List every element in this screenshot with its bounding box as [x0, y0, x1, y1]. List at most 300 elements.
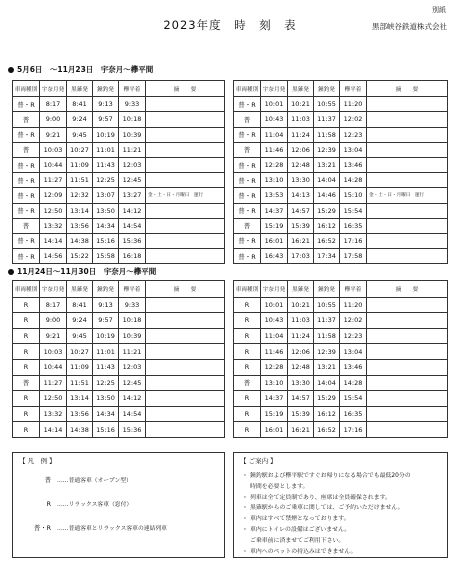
time-cell: 11:43 — [93, 157, 119, 172]
time-cell: 15:16 — [93, 422, 119, 438]
column-header: 摘 要 — [146, 281, 225, 298]
column-header: 車両種別 — [234, 81, 261, 97]
table-row — [234, 97, 448, 112]
table-row — [234, 203, 448, 218]
time-cell: 14:12 — [119, 203, 146, 218]
car-type-cell: R — [234, 344, 261, 360]
remarks-cell — [146, 218, 225, 233]
remarks-cell — [367, 422, 448, 438]
remarks-cell — [146, 112, 225, 127]
table-row — [13, 218, 225, 233]
time-cell: 8:17 — [40, 97, 67, 112]
remarks-cell — [367, 97, 448, 112]
remarks-cell — [367, 249, 448, 264]
time-cell: 10:03 — [40, 142, 67, 157]
remarks-cell — [367, 359, 448, 375]
table-row — [234, 173, 448, 188]
time-cell: 10:39 — [119, 127, 146, 142]
remarks-cell — [146, 157, 225, 172]
car-type-cell: 普・R — [234, 188, 261, 203]
time-cell: 11:04 — [261, 127, 288, 142]
remarks-cell — [367, 233, 448, 248]
time-cell: 8:17 — [40, 297, 67, 313]
legend-item — [15, 523, 167, 532]
table-row — [13, 188, 225, 203]
time-cell: 15:29 — [314, 391, 340, 407]
guide-bullet: ・ — [242, 527, 248, 533]
time-cell: 9:00 — [40, 112, 67, 127]
car-type-cell: R — [234, 313, 261, 329]
car-type-cell: 普・R — [234, 249, 261, 264]
car-type-cell: R — [234, 422, 261, 438]
section2-title — [8, 266, 156, 277]
column-header: 宇奈月発 — [261, 281, 288, 298]
guide-bullet: ・ — [242, 548, 248, 555]
table-row — [234, 391, 448, 407]
table-row — [234, 218, 448, 233]
car-type-cell: R — [234, 359, 261, 375]
time-cell: 15:19 — [261, 406, 288, 422]
car-type-cell: R — [13, 422, 40, 438]
car-type-cell: 普 — [13, 142, 40, 157]
time-cell: 15:36 — [119, 233, 146, 248]
column-header: 宇奈月発 — [40, 281, 67, 298]
time-cell: 13:07 — [93, 188, 119, 203]
remarks-cell — [146, 142, 225, 157]
legend-description: ……普通客車（オープン型） — [57, 478, 132, 484]
time-cell: 14:14 — [40, 233, 67, 248]
column-header: 黒薙発 — [67, 281, 93, 298]
guide-text: 鐘釣駅および欅平駅ですぐお帰りになる場合でも最低20分の — [250, 473, 411, 479]
time-cell: 11:37 — [314, 313, 340, 329]
time-cell: 13:30 — [288, 173, 314, 188]
car-type-cell: R — [13, 328, 40, 344]
guide-bullet: ・ — [242, 473, 248, 479]
car-type-cell: 普・R — [13, 188, 40, 203]
time-cell: 13:32 — [40, 406, 67, 422]
page-title: 2023年度 時 刻 表 — [163, 18, 297, 32]
legend-item — [15, 499, 132, 508]
time-cell: 13:14 — [67, 391, 93, 407]
time-cell: 12:03 — [119, 359, 146, 375]
remarks-cell — [367, 203, 448, 218]
time-cell: 13:30 — [288, 375, 314, 391]
time-cell: 10:18 — [119, 313, 146, 329]
time-cell: 14:28 — [340, 173, 367, 188]
time-cell: 11:20 — [340, 297, 367, 313]
time-cell: 12:28 — [261, 359, 288, 375]
car-type-cell: R — [13, 344, 40, 360]
column-header: 欅平着 — [340, 281, 367, 298]
time-cell: 13:50 — [93, 391, 119, 407]
time-cell: 10:27 — [67, 142, 93, 157]
time-cell: 11:27 — [40, 173, 67, 188]
table-row — [13, 157, 225, 172]
remarks-cell — [146, 297, 225, 313]
time-cell: 16:01 — [261, 422, 288, 438]
column-header: 摘 要 — [367, 281, 448, 298]
time-cell: 14:14 — [40, 422, 67, 438]
table-row — [234, 127, 448, 142]
legend-code: 普 — [44, 477, 51, 484]
remarks-cell — [367, 406, 448, 422]
time-cell: 12:28 — [261, 157, 288, 172]
table-row — [234, 157, 448, 172]
remarks-cell — [146, 375, 225, 391]
time-cell: 10:19 — [93, 127, 119, 142]
time-cell: 8:41 — [67, 97, 93, 112]
time-cell: 16:35 — [340, 218, 367, 233]
table-row — [13, 328, 225, 344]
column-header: 車両種別 — [13, 281, 40, 298]
car-type-cell: 普・R — [13, 249, 40, 264]
time-cell: 13:21 — [314, 157, 340, 172]
table-row — [234, 313, 448, 329]
time-cell: 11:37 — [314, 112, 340, 127]
time-cell: 11:58 — [314, 328, 340, 344]
time-cell: 14:28 — [340, 375, 367, 391]
remarks-cell — [146, 313, 225, 329]
time-cell: 15:58 — [93, 249, 119, 264]
time-cell: 9:00 — [40, 313, 67, 329]
time-cell: 9:24 — [67, 313, 93, 329]
table-row — [13, 375, 225, 391]
time-cell: 13:14 — [67, 203, 93, 218]
guide-item — [242, 481, 308, 490]
remarks-cell — [367, 157, 448, 172]
time-cell: 9:13 — [93, 297, 119, 313]
table-header-row — [13, 81, 225, 97]
time-cell: 12:50 — [40, 203, 67, 218]
timetable-section2-left — [12, 280, 225, 438]
time-cell: 16:35 — [340, 406, 367, 422]
time-cell: 15:10 — [340, 188, 367, 203]
car-type-cell: 普 — [13, 218, 40, 233]
table-row — [234, 328, 448, 344]
guide-text: ご乗車前に済ませてご利用下さい。 — [250, 537, 345, 544]
remarks-cell — [367, 142, 448, 157]
car-type-cell: 普・R — [234, 127, 261, 142]
section2-title-text: 11月24日～11月30日 宇奈月～欅平間 — [17, 267, 157, 276]
legend-title: 【 凡 例 】 — [19, 457, 56, 465]
guide-box — [233, 452, 448, 558]
time-cell: 11:09 — [67, 157, 93, 172]
time-cell: 11:24 — [288, 127, 314, 142]
time-cell: 10:21 — [288, 97, 314, 112]
remarks-cell — [146, 422, 225, 438]
time-cell: 14:54 — [119, 406, 146, 422]
time-cell: 10:21 — [288, 297, 314, 313]
table-row — [13, 203, 225, 218]
column-header: 欅平着 — [119, 281, 146, 298]
car-type-cell: 普・R — [13, 233, 40, 248]
car-type-cell: R — [234, 391, 261, 407]
time-cell: 14:38 — [67, 422, 93, 438]
column-header: 黒薙発 — [67, 81, 93, 97]
remarks-cell — [146, 233, 225, 248]
guide-text: 黒薙駅からのご乗車に関しては、ご予約いただけません。 — [250, 505, 404, 512]
legend-description: ……普通客車とリラックス客車の連結列車 — [57, 526, 167, 532]
time-cell: 14:37 — [261, 203, 288, 218]
time-cell: 11:21 — [119, 142, 146, 157]
time-cell: 12:06 — [288, 142, 314, 157]
table-row — [234, 375, 448, 391]
time-cell: 9:57 — [93, 313, 119, 329]
time-cell: 11:09 — [67, 359, 93, 375]
time-cell: 11:04 — [261, 328, 288, 344]
table-row — [234, 142, 448, 157]
remarks-cell — [146, 359, 225, 375]
car-type-cell: 普 — [234, 142, 261, 157]
table-row — [13, 142, 225, 157]
time-cell: 13:04 — [340, 142, 367, 157]
time-cell: 9:33 — [119, 97, 146, 112]
time-cell: 8:41 — [67, 297, 93, 313]
time-cell: 11:20 — [340, 97, 367, 112]
time-cell: 12:25 — [93, 375, 119, 391]
time-cell: 11:46 — [261, 142, 288, 157]
time-cell: 12:45 — [119, 173, 146, 188]
timetable-section1-right — [233, 80, 448, 264]
remarks-cell — [146, 97, 225, 112]
time-cell: 10:43 — [261, 313, 288, 329]
time-cell: 11:03 — [288, 112, 314, 127]
guide-item — [242, 513, 350, 522]
table-row — [13, 359, 225, 375]
table-row — [13, 313, 225, 329]
time-cell: 9:21 — [40, 127, 67, 142]
time-cell: 15:22 — [67, 249, 93, 264]
guide-text: 車内へのペットの持込みはできません。 — [250, 548, 357, 555]
car-type-cell: R — [13, 313, 40, 329]
time-cell: 11:24 — [288, 328, 314, 344]
time-cell: 16:12 — [314, 218, 340, 233]
remarks-cell — [367, 313, 448, 329]
guide-text: 列車は全て定員制であり、座席は全員確保されます。 — [250, 494, 391, 501]
time-cell: 15:29 — [314, 203, 340, 218]
car-type-cell: 普・R — [13, 203, 40, 218]
time-cell: 10:01 — [261, 297, 288, 313]
guide-bullet: ・ — [242, 505, 248, 512]
remarks-cell — [367, 328, 448, 344]
time-cell: 15:54 — [340, 203, 367, 218]
time-cell: 13:04 — [340, 344, 367, 360]
remarks-cell — [367, 297, 448, 313]
car-type-cell: R — [234, 328, 261, 344]
remarks-cell — [146, 391, 225, 407]
guide-text: 車内はすべて禁煙となっております。 — [250, 516, 350, 523]
remarks-cell — [367, 218, 448, 233]
column-header: 鐘釣発 — [93, 81, 119, 97]
car-type-cell: 普・R — [234, 203, 261, 218]
time-cell: 11:51 — [67, 173, 93, 188]
guide-text: 時間を必要とします。 — [250, 483, 309, 490]
remarks-cell: 金・土・日・月曜日 運行 — [146, 188, 225, 203]
column-header: 宇奈月発 — [40, 81, 67, 97]
remarks-cell — [146, 173, 225, 188]
time-cell: 14:57 — [288, 203, 314, 218]
time-cell: 11:27 — [40, 375, 67, 391]
time-cell: 12:02 — [340, 112, 367, 127]
time-cell: 15:19 — [261, 218, 288, 233]
time-cell: 11:03 — [288, 313, 314, 329]
remarks-cell — [367, 375, 448, 391]
remarks-cell — [367, 127, 448, 142]
car-type-cell: R — [234, 406, 261, 422]
time-cell: 14:13 — [288, 188, 314, 203]
guide-bullet: ・ — [242, 516, 248, 523]
car-type-cell: 普 — [234, 218, 261, 233]
car-type-cell: R — [234, 297, 261, 313]
remarks-cell — [367, 344, 448, 360]
time-cell: 9:57 — [93, 112, 119, 127]
remarks-cell — [146, 328, 225, 344]
car-type-cell: 普 — [234, 112, 261, 127]
time-cell: 11:46 — [261, 344, 288, 360]
table-header-row — [234, 81, 448, 97]
time-cell: 17:34 — [314, 249, 340, 264]
remarks-cell — [146, 249, 225, 264]
time-cell: 16:21 — [288, 233, 314, 248]
time-cell: 12:06 — [288, 344, 314, 360]
guide-item — [242, 546, 356, 555]
time-cell: 13:56 — [67, 218, 93, 233]
guide-bullet: ・ — [242, 494, 248, 501]
guide-item — [242, 535, 344, 544]
time-cell: 12:32 — [67, 188, 93, 203]
legend-description: ……リラックス客車（窓付） — [57, 502, 133, 508]
column-header: 車両種別 — [13, 81, 40, 97]
time-cell: 17:58 — [340, 249, 367, 264]
time-cell: 13:56 — [67, 406, 93, 422]
guide-item — [242, 502, 404, 511]
car-type-cell: R — [13, 359, 40, 375]
time-cell: 10:55 — [314, 297, 340, 313]
time-cell: 10:39 — [119, 328, 146, 344]
timetable-section2-right — [233, 280, 448, 438]
time-cell: 12:09 — [40, 188, 67, 203]
time-cell: 14:34 — [93, 218, 119, 233]
column-header: 鐘釣発 — [93, 281, 119, 298]
section1-title-text: 5月6日 ～11月23日 宇奈月～欅平間 — [17, 65, 154, 74]
time-cell: 9:21 — [40, 328, 67, 344]
time-cell: 10:27 — [67, 344, 93, 360]
time-cell: 15:39 — [288, 406, 314, 422]
time-cell: 16:01 — [261, 233, 288, 248]
car-type-cell: 普 — [13, 375, 40, 391]
remarks-cell — [367, 391, 448, 407]
time-cell: 11:01 — [93, 344, 119, 360]
time-cell: 10:18 — [119, 112, 146, 127]
time-cell: 16:52 — [314, 422, 340, 438]
time-cell: 13:46 — [340, 157, 367, 172]
guide-item — [242, 524, 350, 533]
time-cell: 12:03 — [119, 157, 146, 172]
table-header-row — [13, 281, 225, 298]
remarks-cell — [146, 406, 225, 422]
company-name: 黒部峡谷鉄道株式会社 — [372, 22, 447, 31]
time-cell: 10:44 — [40, 157, 67, 172]
time-cell: 12:45 — [119, 375, 146, 391]
table-row — [13, 422, 225, 438]
car-type-cell: 普 — [234, 375, 261, 391]
remarks-cell — [146, 127, 225, 142]
time-cell: 12:48 — [288, 157, 314, 172]
column-header: 摘 要 — [367, 81, 448, 97]
column-header: 鐘釣発 — [314, 81, 340, 97]
time-cell: 16:18 — [119, 249, 146, 264]
car-type-cell: 普・R — [13, 173, 40, 188]
car-type-cell: 普 — [13, 112, 40, 127]
attachment-note: 別紙 — [432, 6, 446, 14]
time-cell: 17:03 — [288, 249, 314, 264]
time-cell: 14:57 — [288, 391, 314, 407]
section1-title — [8, 64, 153, 75]
guide-title: 【 ご案内 】 — [240, 457, 277, 465]
time-cell: 17:16 — [340, 233, 367, 248]
time-cell: 9:33 — [119, 297, 146, 313]
car-type-cell: 普・R — [234, 173, 261, 188]
time-cell: 16:43 — [261, 249, 288, 264]
remarks-cell — [146, 203, 225, 218]
time-cell: 11:51 — [67, 375, 93, 391]
column-header: 車両種別 — [234, 281, 261, 298]
legend-code: R — [46, 501, 51, 508]
time-cell: 12:25 — [93, 173, 119, 188]
remarks-cell — [367, 173, 448, 188]
time-cell: 10:19 — [93, 328, 119, 344]
time-cell: 12:50 — [40, 391, 67, 407]
time-cell: 14:56 — [40, 249, 67, 264]
time-cell: 16:52 — [314, 233, 340, 248]
time-cell: 12:23 — [340, 328, 367, 344]
guide-text: 車内にトイレの設備はございません。 — [250, 527, 351, 533]
table-row — [234, 422, 448, 438]
table-row — [234, 297, 448, 313]
time-cell: 9:45 — [67, 127, 93, 142]
bullet-dot-icon — [8, 67, 14, 73]
time-cell: 16:12 — [314, 406, 340, 422]
time-cell: 12:39 — [314, 344, 340, 360]
time-cell: 13:53 — [261, 188, 288, 203]
time-cell: 14:38 — [67, 233, 93, 248]
time-cell: 10:43 — [261, 112, 288, 127]
car-type-cell: R — [13, 406, 40, 422]
table-row — [13, 127, 225, 142]
car-type-cell: R — [13, 297, 40, 313]
legend-box — [12, 452, 225, 558]
time-cell: 12:48 — [288, 359, 314, 375]
time-cell: 13:46 — [340, 359, 367, 375]
column-header: 欅平着 — [119, 81, 146, 97]
column-header: 宇奈月発 — [261, 81, 288, 97]
time-cell: 12:02 — [340, 313, 367, 329]
time-cell: 10:03 — [40, 344, 67, 360]
time-cell: 13:32 — [40, 218, 67, 233]
time-cell: 15:39 — [288, 218, 314, 233]
time-cell: 11:01 — [93, 142, 119, 157]
table-row — [13, 173, 225, 188]
time-cell: 14:04 — [314, 173, 340, 188]
time-cell: 15:54 — [340, 391, 367, 407]
guide-item — [242, 492, 391, 501]
table-header-row — [234, 281, 448, 298]
column-header: 黒薙発 — [288, 281, 314, 298]
time-cell: 10:55 — [314, 97, 340, 112]
time-cell: 14:54 — [119, 218, 146, 233]
car-type-cell: 普・R — [234, 97, 261, 112]
remarks-cell — [367, 112, 448, 127]
